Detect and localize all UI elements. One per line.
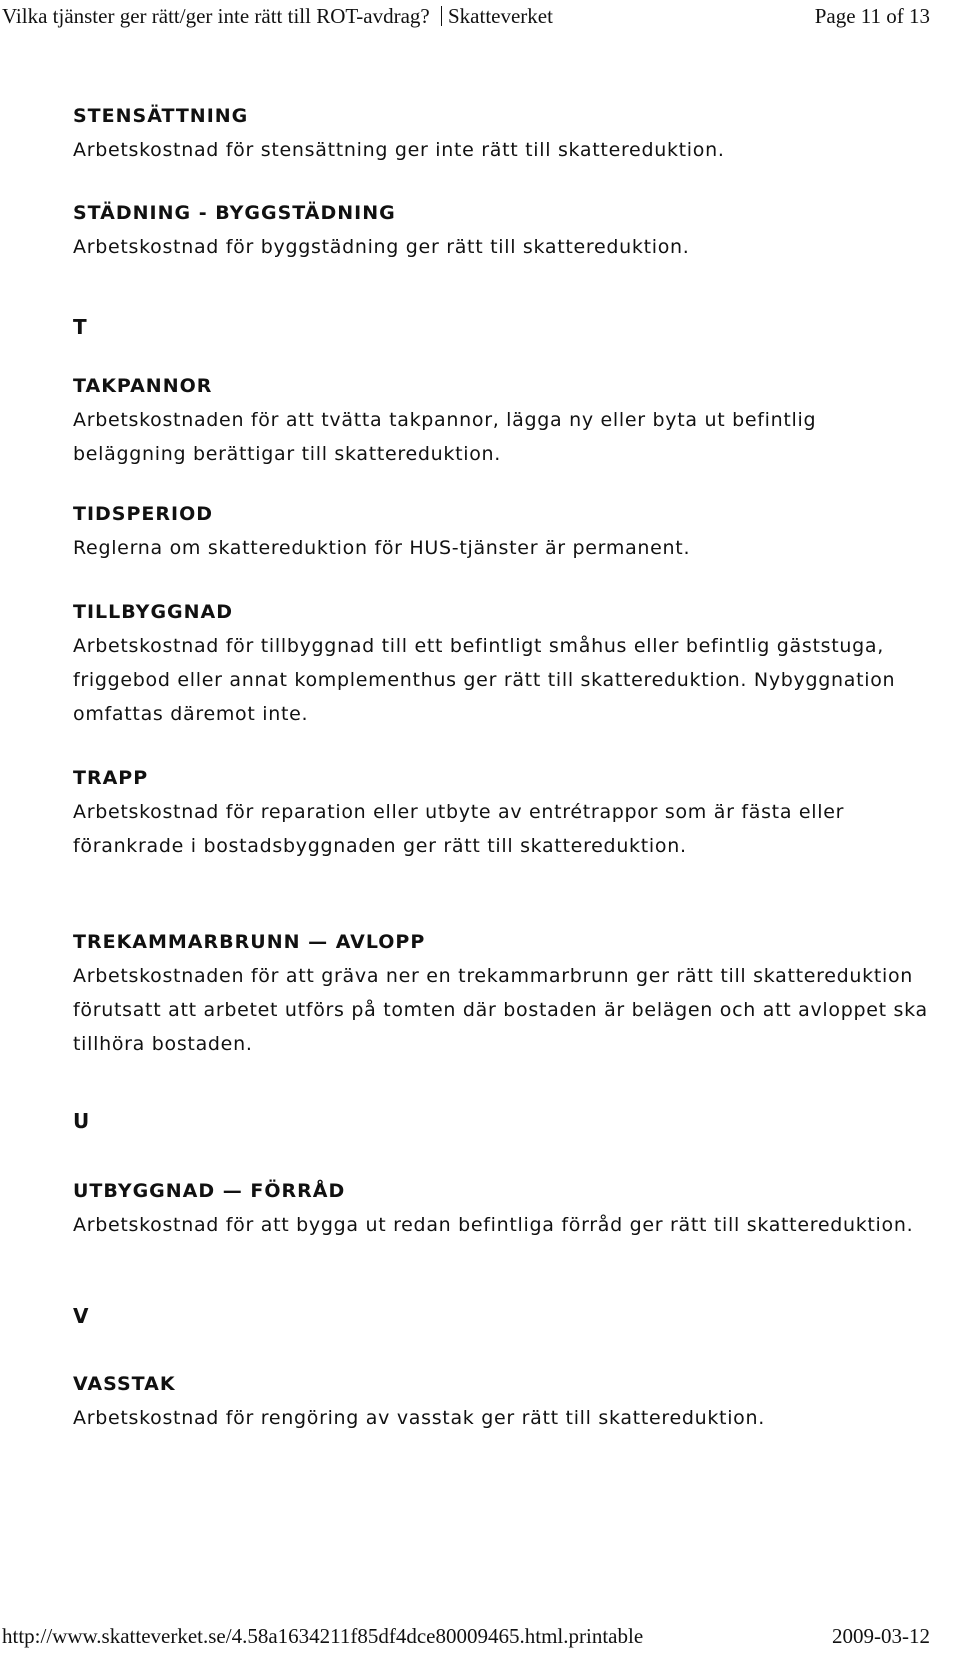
section-title: UTBYGGNAD — FÖRRÅD: [73, 1180, 346, 1202]
section-vasstak: [73, 1368, 933, 1435]
header-title: [2, 4, 553, 29]
letter-heading-u: U: [73, 1109, 90, 1133]
section-body: Reglerna om skattereduktion för HUS-tjänster är permanent.: [73, 537, 691, 559]
section-tillbyggnad: [73, 596, 933, 731]
section-title: STÄDNING - BYGGSTÄDNING: [73, 202, 396, 224]
section-utbyggnad: [73, 1175, 933, 1242]
section-body: Arbetskostnaden för att gräva ner en trekammarbrunn ger rätt till skattereduktion förutsatt att arbetet utförs på tomten där bostaden är belägen och att avloppet ska tillhöra bostaden.: [73, 965, 928, 1055]
section-body: Arbetskostnad för stensättning ger inte rätt till skattereduktion.: [73, 139, 725, 161]
section-body: Arbetskostnad för byggstädning ger rätt till skattereduktion.: [73, 236, 690, 258]
section-title: TRAPP: [73, 767, 149, 789]
section-title: VASSTAK: [73, 1373, 176, 1395]
section-tidsperiod: [73, 498, 933, 565]
section-body: Arbetskostnad för reparation eller utbyte av entrétrappor som är fästa eller förankrade i bostadsbyggnaden ger rätt till skattereduktion.: [73, 801, 845, 857]
section-body: Arbetskostnad för tillbyggnad till ett befintligt småhus eller befintlig gäststuga, friggebod eller annat komplementhus ger rätt till skattereduktion. Nybyggnation omfattas däremot inte.: [73, 635, 896, 725]
footer-date: 2009-03-12: [832, 1624, 930, 1648]
page-header: [0, 4, 960, 34]
section-stensattning: [73, 100, 933, 167]
section-title: TREKAMMARBRUNN — AVLOPP: [73, 931, 426, 953]
letter-heading-t: T: [73, 315, 87, 339]
section-title: TILLBYGGNAD: [73, 601, 234, 623]
section-trapp: [73, 762, 933, 863]
letter-heading-v: V: [73, 1304, 89, 1328]
footer-url: http://www.skatteverket.se/4.58a1634211f85df4dce80009465.html.printable: [2, 1624, 644, 1648]
page-footer: [0, 1624, 960, 1654]
section-takpannor: [73, 370, 933, 471]
section-trekammarbrunn: [73, 926, 933, 1061]
header-site-name: Skatteverket: [447, 4, 553, 28]
section-body: Arbetskostnad för att bygga ut redan befintliga förråd ger rätt till skattereduktion.: [73, 1214, 914, 1236]
header-title-text: Vilka tjänster ger rätt/ger inte rätt till ROT-avdrag?: [2, 4, 430, 28]
section-stadning: [73, 197, 933, 264]
page-number: Page 11 of 13: [814, 4, 930, 28]
section-body: Arbetskostnaden för att tvätta takpannor, lägga ny eller byta ut befintlig beläggning berättigar till skattereduktion.: [73, 409, 817, 465]
section-title: TIDSPERIOD: [73, 503, 214, 525]
section-title: STENSÄTTNING: [73, 105, 249, 127]
section-title: TAKPANNOR: [73, 375, 213, 397]
section-body: Arbetskostnad för rengöring av vasstak ger rätt till skattereduktion.: [73, 1407, 765, 1429]
header-separator: [441, 6, 442, 26]
